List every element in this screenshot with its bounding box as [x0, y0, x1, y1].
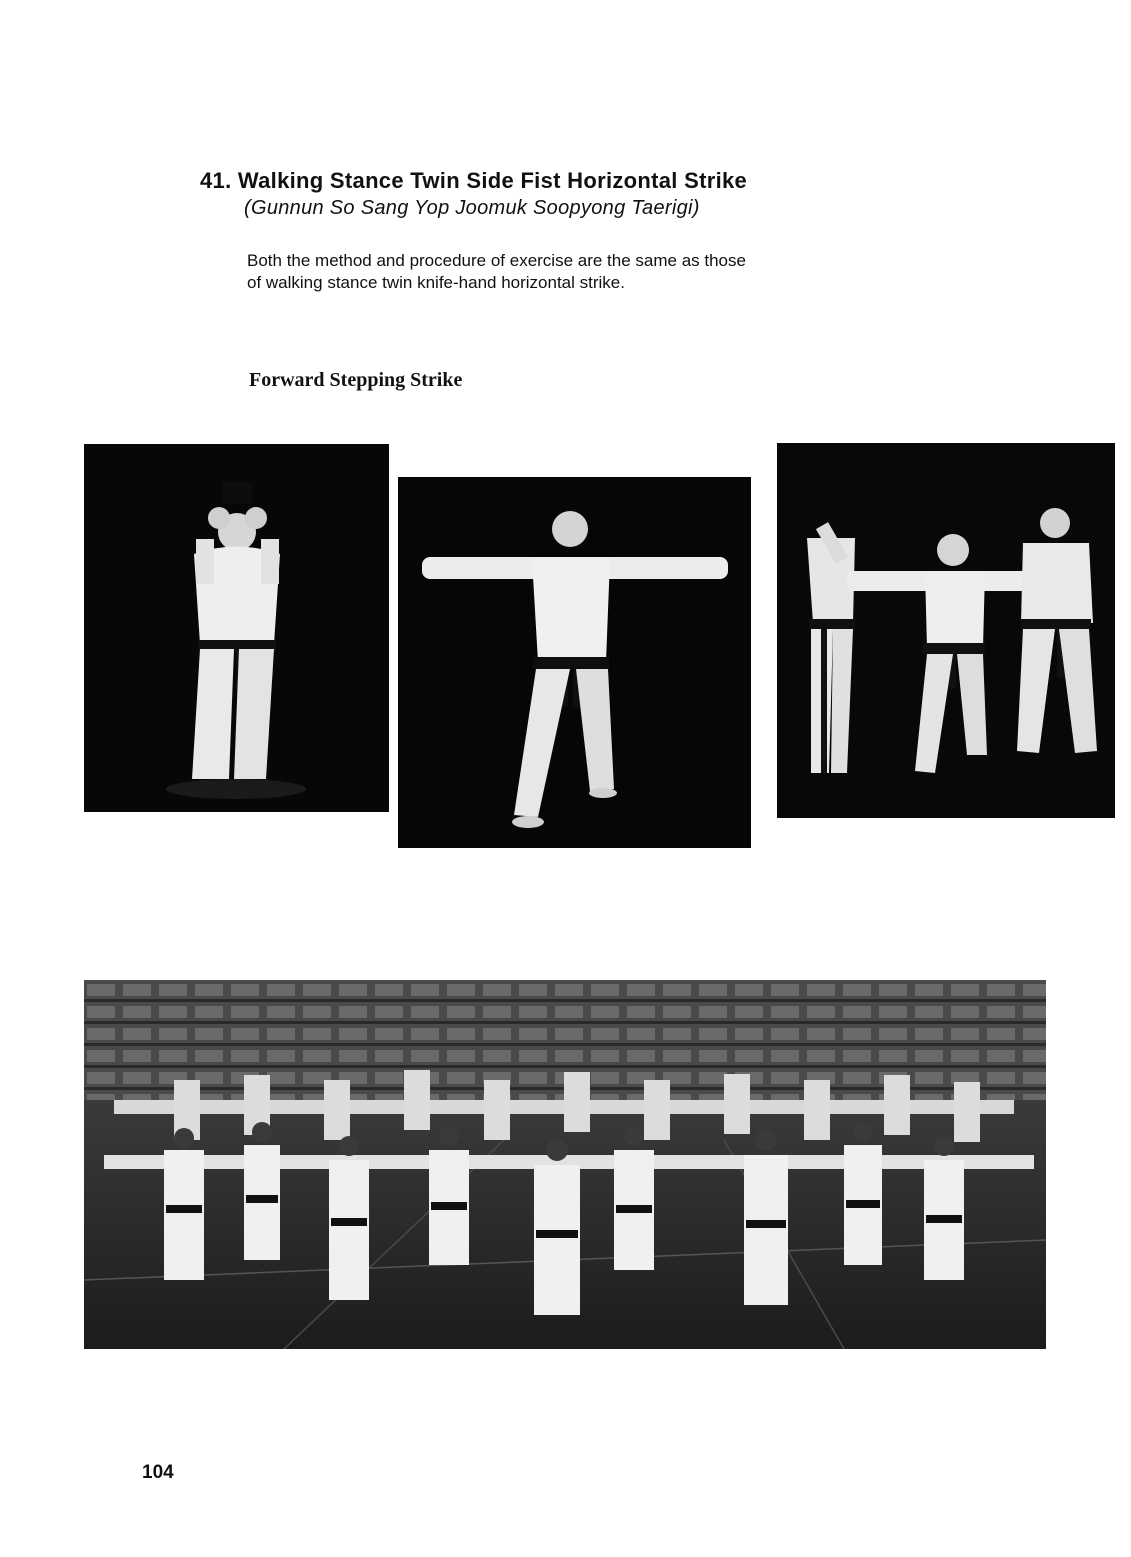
exercise-korean-title: (Gunnun So Sang Yop Joomuk Soopyong Taerigi)	[244, 197, 700, 219]
page-number: 104	[142, 1462, 174, 1483]
section-title: Forward Stepping Strike	[249, 369, 463, 391]
exercise-description	[247, 250, 947, 294]
practitioner-guard-photo	[84, 444, 389, 812]
three-practitioners-photo	[777, 443, 1115, 818]
exercise-title: 41. Walking Stance Twin Side Fist Horizontal Strike	[200, 168, 748, 193]
description-line-1: Both the method and procedure of exercise are the same as those	[247, 251, 746, 270]
group-training-photo	[84, 980, 1046, 1349]
description-line-2: of walking stance twin knife-hand horizontal strike.	[247, 273, 625, 292]
practitioner-arms-extended-photo	[398, 477, 751, 848]
